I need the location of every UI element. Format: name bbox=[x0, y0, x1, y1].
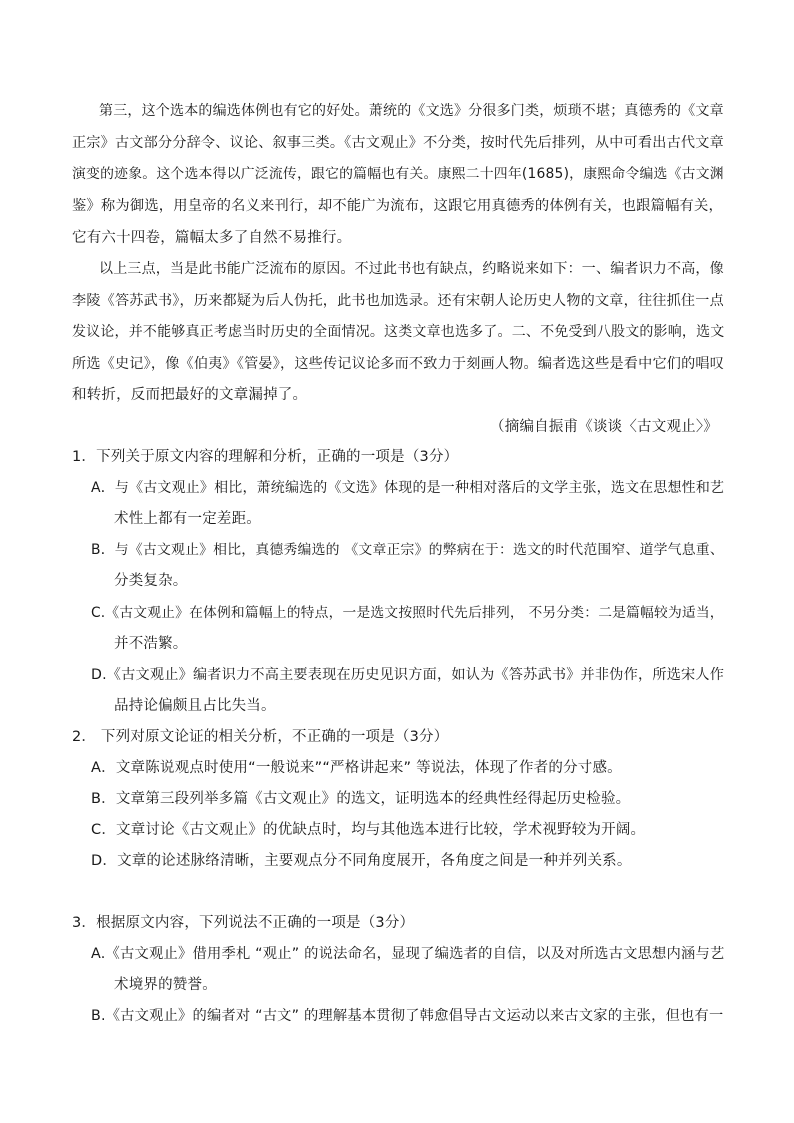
option-b: B．文章第三段列举多篇《古文观止》的选文，证明选本的经典性经得起历史检验。 bbox=[91, 791, 631, 807]
option-d-cont: 品持论偏颇且占比失当。 bbox=[114, 698, 276, 714]
text-line: 和转折，反而把最好的文章漏掉了。 bbox=[72, 387, 308, 403]
option-b: B．与《古文观止》相比，真德秀编选的 《文章正宗》的弊病在于：选文的时代范围窄、道学气息重、 bbox=[91, 542, 724, 558]
option-c-cont: 并不浩繁。 bbox=[114, 636, 188, 652]
text-line: 演变的迹象。这个选本得以广泛流传，跟它的篇幅也有关。康熙二十四年(1685)，康熙命令编选《古文渊 bbox=[72, 166, 724, 182]
option-a-cont: 术境界的赞誉。 bbox=[114, 977, 217, 993]
text-line: 发议论，并不能够真正考虑当时历史的全面情况。这类文章也选多了。二、不免受到八股文的影响，选文 bbox=[72, 324, 725, 340]
option-d: D.《古文观止》编者识力不高主要表现在历史见识方面，如认为《答苏武书》并非伪作，所选宋人作 bbox=[91, 667, 725, 683]
option-b: B.《古文观止》的编者对 “古文” 的理解基本贯彻了韩愈倡导古文运动以来古文家的主张，但也有一 bbox=[91, 1008, 724, 1024]
source-citation: （摘编自振甫《谈谈〈古文观止〉》 bbox=[490, 419, 718, 435]
text-line: 李陵《答苏武书》，历来都疑为后人伪托，此书也加选录。还有宋朝人论历史人物的文章，往往抓住一点 bbox=[72, 293, 724, 309]
question-stem: 1．下列关于原文内容的理解和分析，正确的一项是（3分） bbox=[72, 449, 459, 465]
option-a: A．与《古文观止》相比，萧统编选的《文选》体现的是一种相对落后的文学主张，选文在思想性和艺 bbox=[91, 480, 725, 496]
text-line: 正宗》古文部分分辞令、议论、叙事三类。《古文观止》不分类，按时代先后排列，从中可看出古代文章 bbox=[72, 135, 724, 151]
option-d: D．文章的论述脉络清晰，主要观点分不同角度展开，各角度之间是一种并列关系。 bbox=[91, 853, 632, 869]
option-a: A．文章陈说观点时使用“一般说来”“严格讲起来” 等说法，体现了作者的分寸感。 bbox=[91, 760, 622, 776]
text-line: 鉴》称为御选，用皇帝的名义来刊行，却不能广为流布，这跟它用真德秀的体例有关，也跟篇幅有关， bbox=[72, 198, 723, 214]
text-line: 以上三点，当是此书能广泛流布的原因。不过此书也有缺点，约略说来如下：一、编者识力不高，像 bbox=[99, 261, 724, 277]
option-c: C.《古文观止》在体例和篇幅上的特点，一是选文按照时代先后排列， 不另分类：二是篇幅较为适当， bbox=[91, 605, 724, 621]
text-line: 所选《史记》，像《伯夷》《管晏》，这些传记议论多而不致力于刻画人物。编者选这些是看中它们的唱叹 bbox=[72, 356, 725, 372]
text-line: 它有六十四卷，篇幅太多了自然不易推行。 bbox=[72, 230, 352, 246]
text-line: 第三，这个选本的编选体例也有它的好处。萧统的《文选》分很多门类，烦琐不堪；真德秀的《文章 bbox=[99, 103, 724, 119]
question-stem: 2． 下列对原文论证的相关分析，不正确的一项是（3分） bbox=[72, 729, 449, 745]
option-a: A.《古文观止》借用季札 “观止” 的说法命名，显现了编选者的自信，以及对所选古文思想内涵与艺 bbox=[91, 946, 725, 962]
option-a-cont: 术性上都有一定差距。 bbox=[114, 511, 261, 527]
question-stem: 3．根据原文内容，下列说法不正确的一项是（3分） bbox=[72, 915, 415, 931]
option-b-cont: 分类复杂。 bbox=[114, 573, 188, 589]
option-c: C．文章讨论《古文观止》的优缺点时，均与其他选本进行比较，学术视野较为开阔。 bbox=[91, 822, 646, 838]
